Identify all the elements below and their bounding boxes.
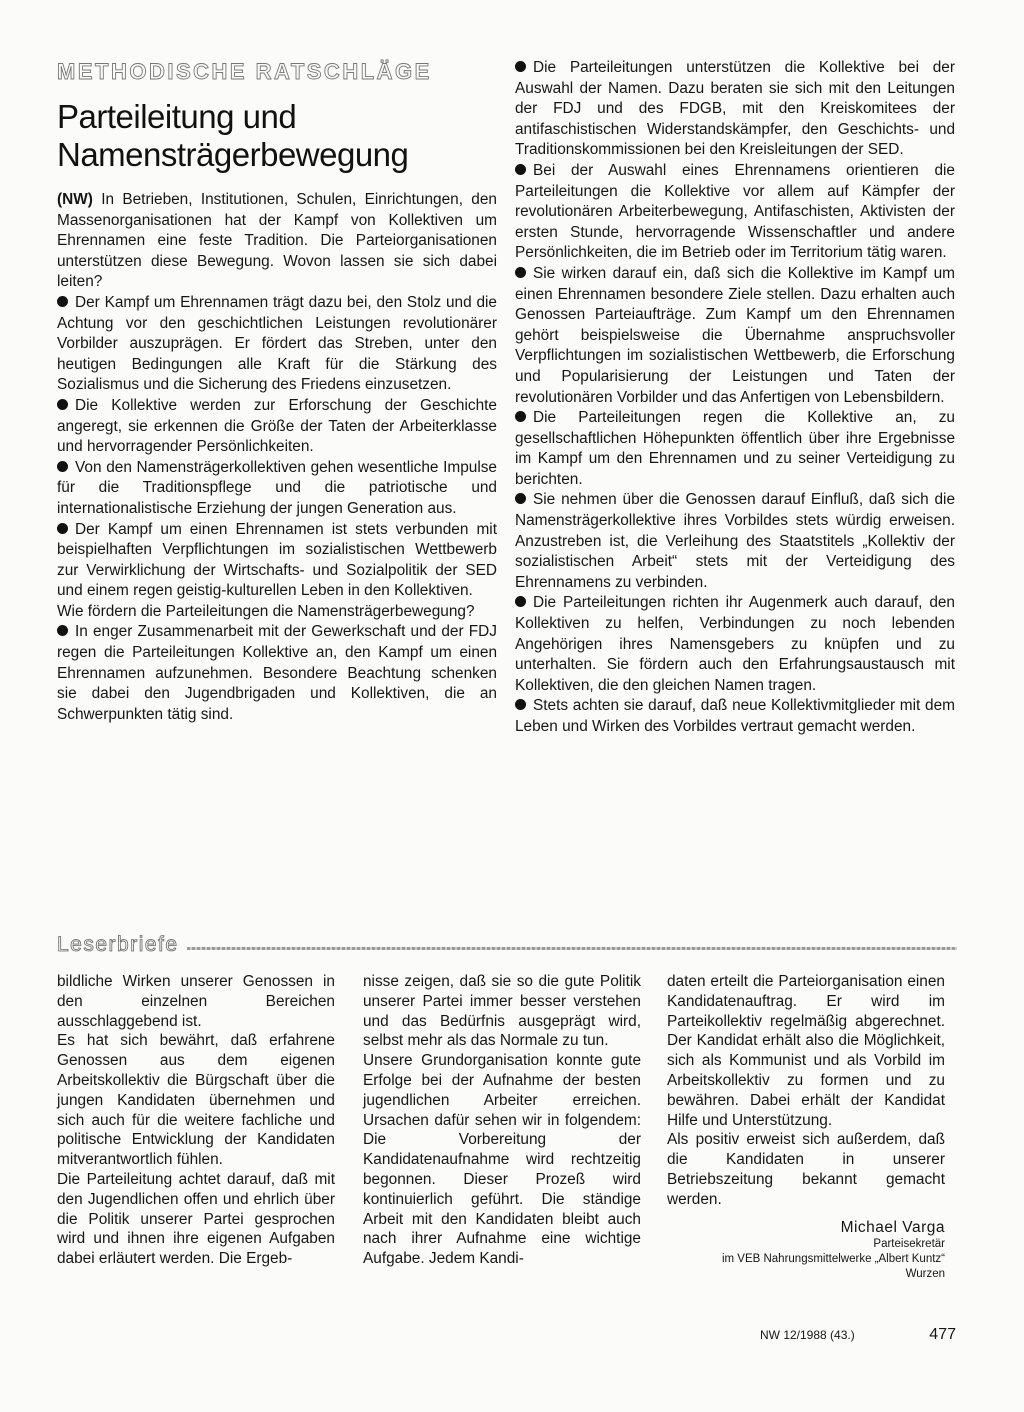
issue-label: NW 12/1988 (43.) bbox=[760, 1328, 855, 1342]
bullet-icon bbox=[515, 411, 526, 422]
article-right-column bbox=[515, 58, 955, 738]
letters-column-3 bbox=[667, 972, 945, 1282]
bullet-icon bbox=[515, 699, 526, 710]
bullet-icon bbox=[515, 267, 526, 278]
bullet-point: Der Kampf um einen Ehrennamen ist stets verbunden mit beispielhaften Verpflichtungen im sozialistischen Wettbewerb zur Verwirklichung der Wirtschafts- und Sozialpolitik der SED und einem regen geistig-kulturellen Leben in den Kollektiven. bbox=[57, 520, 497, 600]
bullet-icon bbox=[57, 625, 68, 636]
section-kicker: METHODISCHE RATSCHLÄGE bbox=[57, 59, 432, 84]
letters-column-1 bbox=[57, 972, 335, 1269]
page-footer bbox=[760, 1326, 956, 1344]
bullet-icon bbox=[515, 61, 526, 72]
intro-lead: (NW) bbox=[57, 191, 93, 208]
letters-heading-label: Leserbriefe bbox=[57, 933, 179, 956]
intro-text: In Betrieben, Institutionen, Schulen, Einrichtungen, den Massenorganisationen hat der Kampf von Kollektiven um Ehrennamen eine feste Tradition. Die Parteiorganisationen unterstützen diese Bewegung. Wovon lassen sie sich dabei leiten? bbox=[57, 191, 497, 291]
intro-paragraph bbox=[57, 190, 497, 293]
bullet-point: Sie wirken darauf ein, daß sich die Kollektive im Kampf um einen Ehrennamen besondere Ziele stellen. Dazu erhalten auch Genossen Parteiaufträge. Zum Kampf um den Ehrennamen gehört beispielsweise die Übernahme anspruchsvoller Verpflichtungen im sozialistischen Wettbewerb, die Erforschung und Popularisierung der Leistungen und Taten der revolutionären Vorbilder und das Anfertigen von Lebensbildern. bbox=[515, 264, 955, 406]
bullet-point: Stets achten sie darauf, daß neue Kollektivmitglieder mit dem Leben und Wirken des Vorbildes vertraut gemacht werden. bbox=[515, 697, 955, 735]
bullet-icon bbox=[515, 596, 526, 607]
letter-paragraph: Als positiv erweist sich außerdem, daß die Kandidaten in unserer Betriebszeitung bekannt gemacht werden. bbox=[667, 1131, 945, 1208]
title-line-1: Parteileitung und bbox=[57, 98, 297, 135]
letter-paragraph: Die Parteileitung achtet darauf, daß mit den Jugendlichen offen und ehrlich über die Politik unserer Partei gesprochen wird und ihnen ihre eigenen Aufgaben dabei erläutert werden. Die Ergeb- bbox=[57, 1170, 335, 1268]
signature-name: Michael Varga bbox=[840, 1218, 945, 1236]
bullet-point: Die Kollektive werden zur Erforschung der Geschichte angeregt, sie erkennen die Größe der Taten der Arbeiterklasse und hervorragender Persönlichkeiten. bbox=[57, 396, 497, 456]
bullet-point: Bei der Auswahl eines Ehrennamens orientieren die Parteileitungen die Kollektive vor allem auf Kämpfer der revolutionären Arbeiterbewegung, Antifaschisten, Aktivisten der ersten Stunde, hervorragende Wissenschaftler und andere Persönlichkeiten, die im Betrieb oder im Territorium tätig waren. bbox=[515, 161, 955, 262]
article-title bbox=[57, 98, 497, 174]
signature-location: Wurzen bbox=[905, 1268, 945, 1281]
letter-paragraph: bildliche Wirken unserer Genossen in den einzelnen Bereichen ausschlaggebend ist. bbox=[57, 973, 335, 1030]
letters-column-2 bbox=[363, 972, 641, 1269]
bullet-icon bbox=[57, 523, 68, 534]
signature-block bbox=[667, 1218, 945, 1283]
letter-paragraph: Es hat sich bewährt, daß erfahrene Genossen aus dem eigenen Arbeitskollektiv die Bürgschaft über die jungen Kandidaten übernehmen und sich auch für die weitere fachliche und politische Entwicklung der Kandidaten mitverantwortlich fühlen. bbox=[57, 1032, 335, 1169]
title-line-2: Namensträgerbewegung bbox=[57, 136, 409, 173]
heading-rule bbox=[187, 947, 957, 950]
page-number: 477 bbox=[929, 1326, 956, 1343]
bullet-point: Die Parteileitungen richten ihr Augenmerk auch darauf, den Kollektiven zu helfen, Verbindungen zu noch lebenden Angehörigen ihres Namensgebers zu knüpfen und zu unterhalten. Sie fördern auch den Erfahrungsaustausch mit Kollektiven, die den gleichen Namen tragen. bbox=[515, 594, 955, 694]
bullet-point: Die Parteileitungen regen die Kollektive an, zu gesellschaftlichen Höhepunkten öffentlich über ihre Ergebnisse im Kampf um den Ehrennamen und zu seiner Verteidigung zu berichten. bbox=[515, 409, 955, 488]
bullet-icon bbox=[515, 493, 526, 504]
question-paragraph: Wie fördern die Parteileitungen die Namensträgerbewegung? bbox=[57, 602, 475, 620]
bullet-point: Sie nehmen über die Genossen darauf Einfluß, daß sich die Namensträgerkollektive ihres Vorbildes stets würdig erweisen. Anzustreben ist, die Verleihung des Staatstitels „Kollektiv der sozialistischen Arbeit“ stets mit der Verteidigung des Ehrennamens zu verbinden. bbox=[515, 491, 955, 591]
signature-role: Parteisekretär bbox=[873, 1238, 945, 1251]
article-left-column bbox=[57, 58, 497, 725]
letter-paragraph: nisse zeigen, daß sie so die gute Politik unserer Partei immer besser verstehen und das Bedürfnis ausgeprägt wird, selbst mehr als das Normale zu tun. bbox=[363, 973, 641, 1050]
bullet-icon bbox=[57, 461, 68, 472]
bullet-icon bbox=[57, 296, 68, 307]
letter-paragraph: Unsere Grundorganisation konnte gute Erfolge bei der Aufnahme der besten jugendlichen Arbeiter erreichen. Ursachen dafür sehen wir in folgendem: Die Vorbereitung der Kandidatenaufnahme wird rechtzeitig begonnen. Dieser Prozeß wird kontinuierlich geführt. Die ständige Arbeit mit den Kandidaten bleibt auch nach ihrer Aufnahme eine wichtige Aufgabe. Jedem Kandi- bbox=[363, 1052, 641, 1268]
bullet-icon bbox=[515, 164, 526, 175]
bullet-icon bbox=[57, 399, 68, 410]
signature-organization: im VEB Nahrungsmittelwerke „Albert Kuntz“ bbox=[721, 1253, 945, 1266]
bullet-point: Die Parteileitungen unterstützen die Kollektive bei der Auswahl der Namen. Dazu beraten sie sich mit den Leitungen der FDJ und des FDGB, mit den Kreiskomitees der antifaschistischen Widerstandskämpfer, den Geschichts- und Traditionskommissionen bei den Kreisleitungen der SED. bbox=[515, 59, 955, 159]
bullet-point: Von den Namensträgerkollektiven gehen wesentliche Impulse für die Traditionspflege und die patriotische und internationalistische Erziehung der jungen Generation aus. bbox=[57, 458, 497, 517]
letters-section-heading bbox=[57, 930, 957, 960]
letter-paragraph: daten erteilt die Parteiorganisation einen Kandidatenauftrag. Er wird im Parteikollektiv regelmäßig abgerechnet. Der Kandidat erhält also die Möglichkeit, sich als Kommunist und als Vorbild im Arbeitskollektiv zu formen und zu bewähren. Dabei erhält der Kandidat Hilfe und Unterstützung. bbox=[667, 973, 945, 1129]
bullet-point: Der Kampf um Ehrennamen trägt dazu bei, den Stolz und die Achtung vor den geschichtlichen Leistungen revolutionärer Vorbilder auszuprägen. Er fördert das Streben, unter den heutigen Bedingungen alle Kraft für die Stärkung des Sozialismus und die Sicherung des Friedens einzusetzen. bbox=[57, 293, 497, 394]
bullet-point: In enger Zusammenarbeit mit der Gewerkschaft und der FDJ regen die Parteileitungen Kollektive an, den Kampf um einen Ehrennamen aufzunehmen. Besondere Beachtung schenken sie dabei den Jugendbrigaden und Kollektiven, die an Schwerpunkten tätig sind. bbox=[57, 623, 497, 723]
